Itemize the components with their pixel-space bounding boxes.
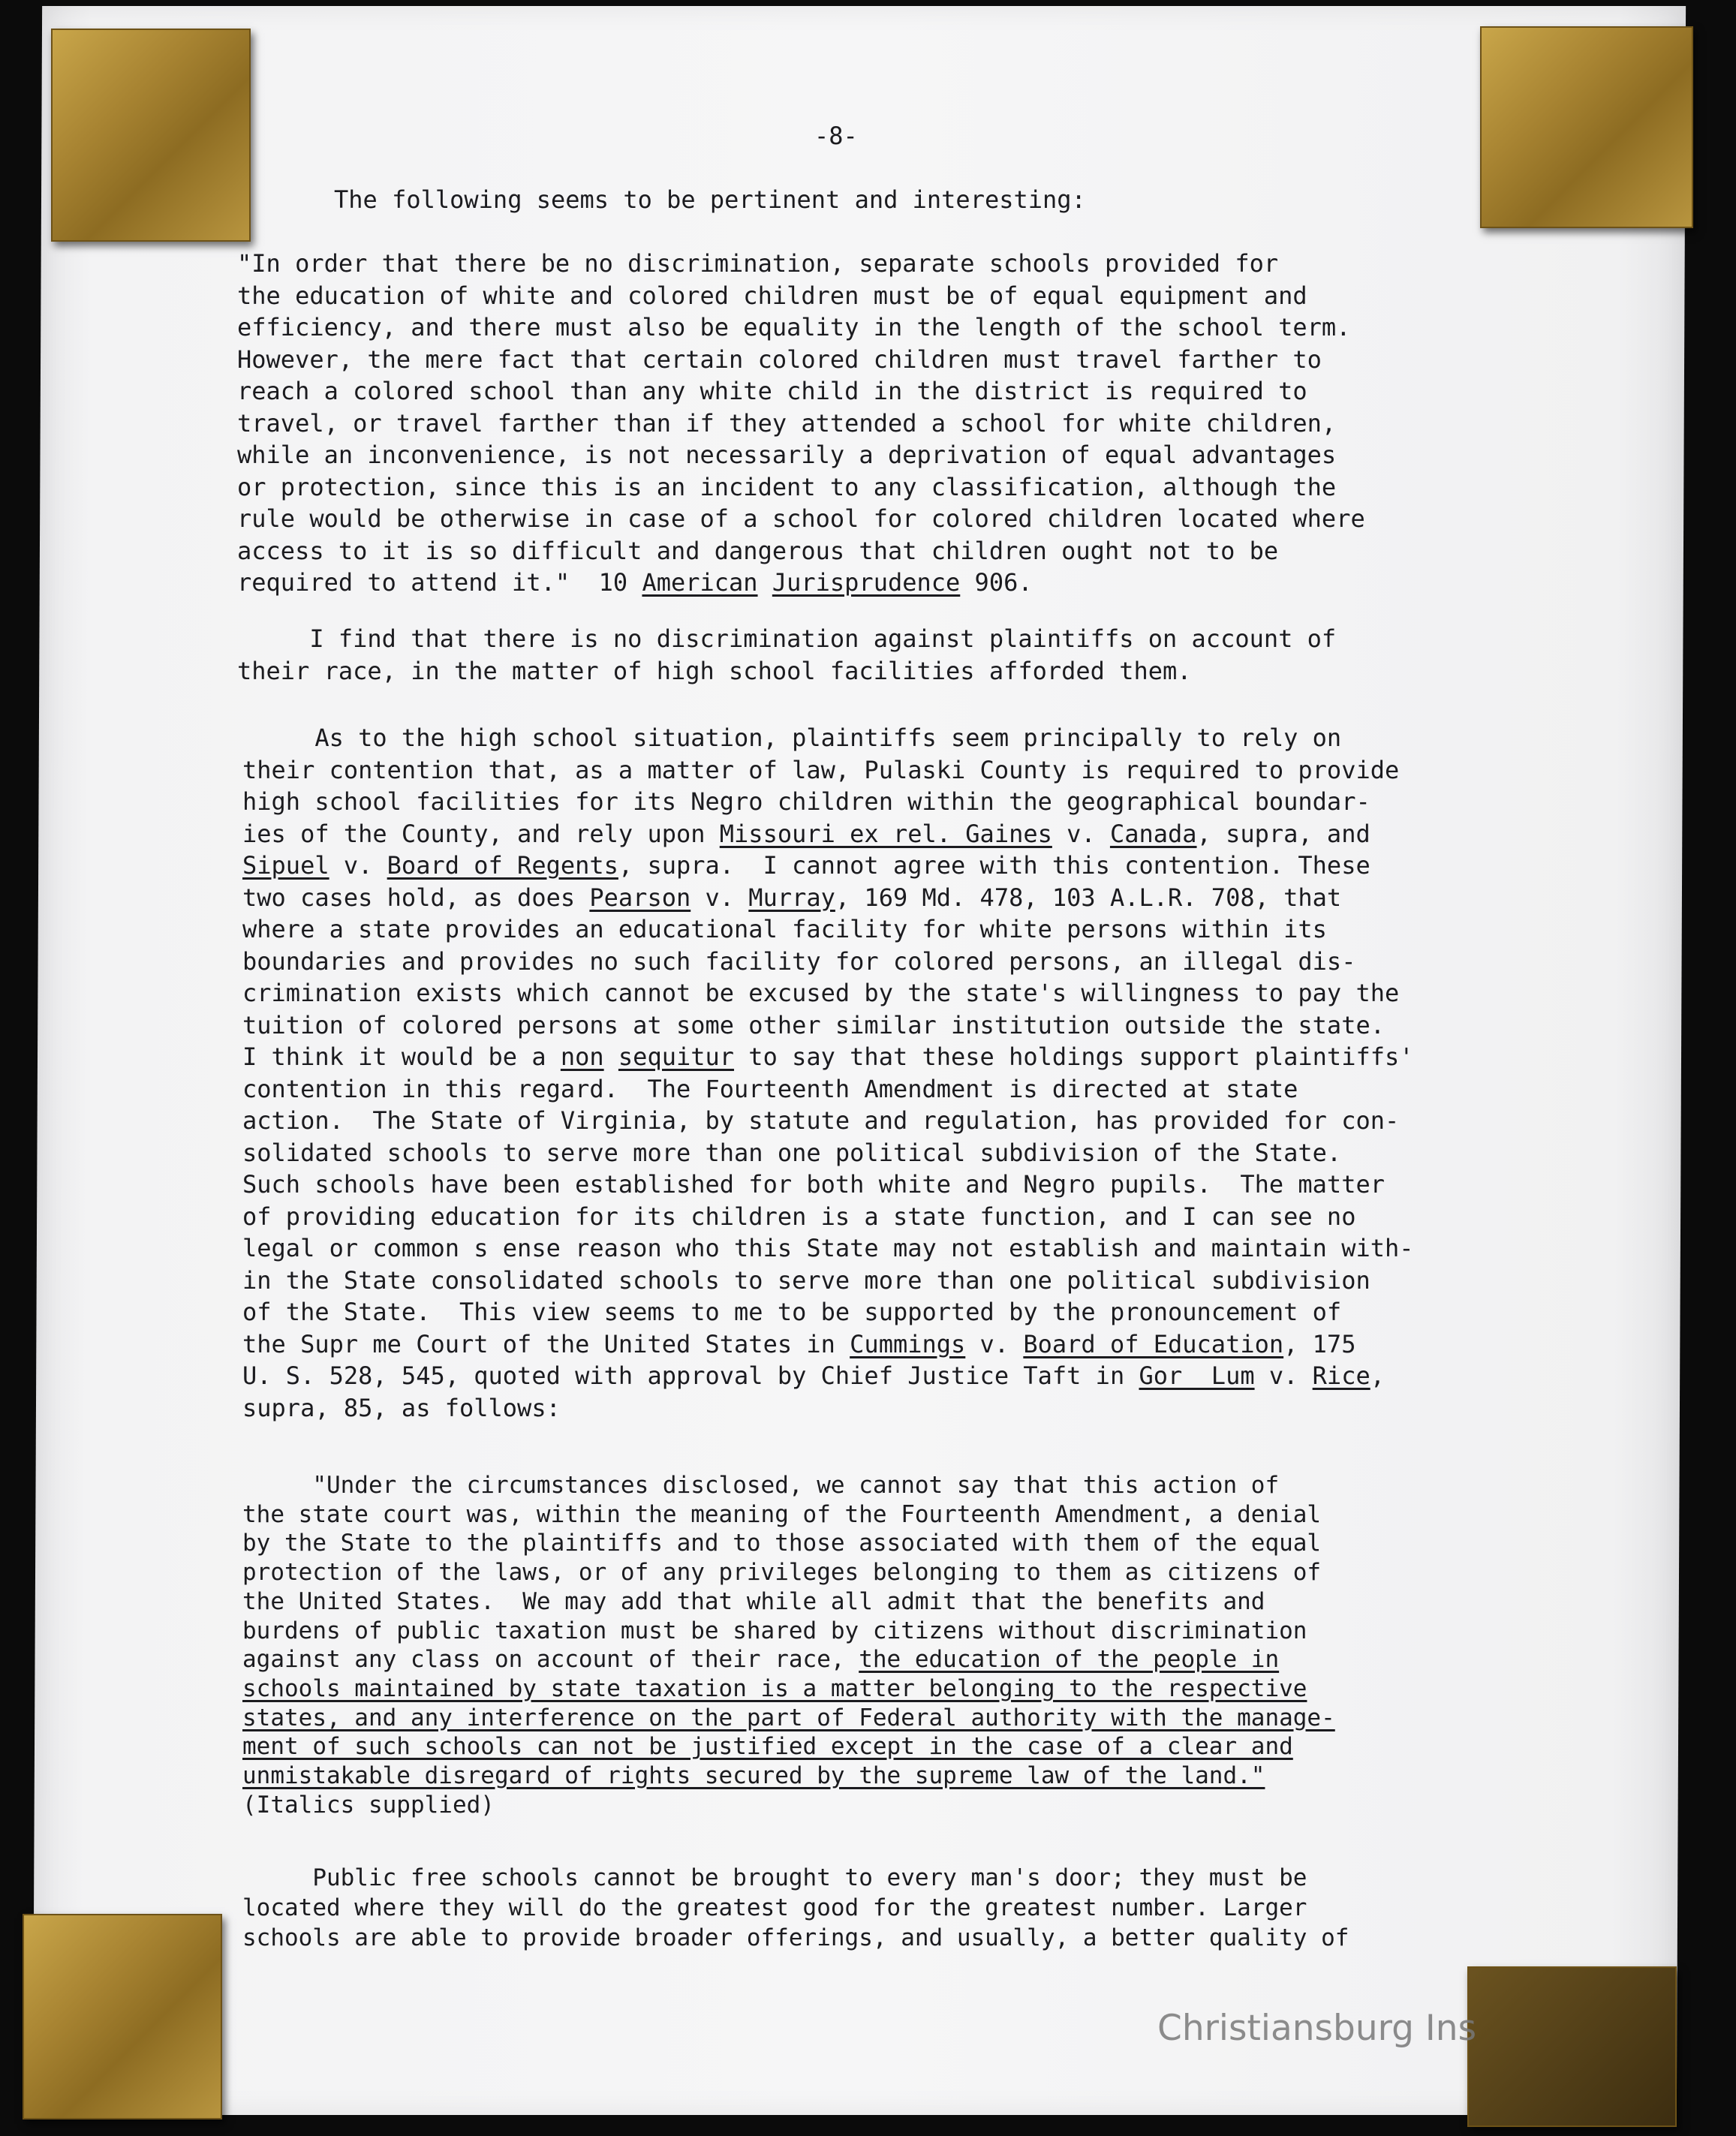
- text-line: (Italics supplied): [242, 1791, 495, 1819]
- text-line: Public free schools cannot be brought to every man's door; they must be: [242, 1864, 1307, 1891]
- text-line: The following seems to be pertinent and interesting:: [334, 185, 1086, 214]
- text-line: the education of white and colored children must be of equal equipment and: [237, 281, 1307, 310]
- text-line: travel, or travel farther than if they attended a school for white children,: [237, 408, 1337, 438]
- text-line: tuition of colored persons at some other similar institution outside the state.: [242, 1010, 1385, 1039]
- text-line: legal or common s ense reason who this State may not establish and maintain with-: [242, 1234, 1414, 1262]
- text-line: the state court was, within the meaning of the Fourteenth Amendment, a denial: [242, 1500, 1322, 1528]
- finding-paragraph: [237, 623, 1336, 687]
- text-line: two cases hold, as does Pearson v. Murray, 169 Md. 478, 103 A.L.R. 708, that: [242, 883, 1342, 912]
- text-line: Such schools have been established for both white and Negro pupils. The matter: [242, 1170, 1385, 1199]
- quote-cummings: [242, 1471, 1335, 1819]
- text-line: of the State. This view seems to me to be supported by the pronouncement of: [242, 1298, 1342, 1326]
- text-line: Sipuel v. Board of Regents, supra. I cannot agree with this contention. These: [242, 851, 1370, 880]
- text-line: ies of the County, and rely upon Missouri ex rel. Gaines v. Canada, supra, and: [242, 819, 1370, 848]
- text-line: As to the high school situation, plaintiffs seem principally to rely on: [242, 724, 1342, 752]
- text-line: the United States. We may add that while all admit that the benefits and: [242, 1587, 1265, 1615]
- text-line: schools are able to provide broader offerings, and usually, a better quality of: [242, 1924, 1349, 1951]
- intro-paragraph: [334, 184, 1086, 216]
- text-line: access to it is so difficult and dangerous that children ought not to be: [237, 536, 1279, 565]
- text-line: "In order that there be no discrimination, separate schools provided for: [237, 249, 1279, 278]
- text-line: of providing education for its children is a state function, and I can see no: [242, 1202, 1356, 1231]
- text-line: high school facilities for its Negro children within the geographical boundar-: [242, 787, 1370, 816]
- text-line: by the State to the plaintiffs and to those associated with them of the equal: [242, 1530, 1322, 1557]
- text-line: rule would be otherwise in case of a school for colored children located where: [237, 504, 1365, 533]
- text-line: the Supr me Court of the United States in Cummings v. Board of Education, 175: [242, 1329, 1356, 1358]
- text-line: "Under the circumstances disclosed, we cannot say that this action of: [242, 1472, 1280, 1499]
- text-line: unmistakable disregard of rights secured by the supreme law of the land.": [242, 1762, 1265, 1790]
- text-line: boundaries and provides no such facility for colored persons, an illegal dis-: [242, 946, 1356, 976]
- text-line: while an inconvenience, is not necessarily a deprivation of equal advantages: [237, 441, 1337, 469]
- text-line: efficiency, and there must also be equality in the length of the school term.: [237, 313, 1351, 341]
- watermark: Christiansburg Ins: [1157, 2008, 1477, 2049]
- text-line: action. The State of Virginia, by statute and regulation, has provided for con-: [242, 1106, 1400, 1135]
- text-line: where a state provides an educational facility for white persons within its: [242, 915, 1327, 943]
- text-line: located where they will do the greatest good for the greatest number. Larger: [242, 1894, 1307, 1921]
- text-line: ment of such schools can not be justified except in the case of a clear and: [242, 1733, 1293, 1761]
- text-line: U. S. 528, 545, quoted with approval by Chief Justice Taft in Gor Lum v. Rice,: [242, 1361, 1385, 1390]
- text-line: reach a colored school than any white child in the district is required to: [237, 377, 1307, 405]
- text-line: crimination exists which cannot be excused by the state's willingness to pay the: [242, 979, 1400, 1007]
- text-line: protection of the laws, or of any privileges belonging to them as citizens of: [242, 1559, 1322, 1587]
- text-line: I think it would be a non sequitur to say that these holdings support plaintiffs': [242, 1042, 1414, 1071]
- text-line: required to attend it." 10 American Jurisprudence 906.: [237, 568, 1033, 597]
- text-line: against any class on account of their race, the education of the people in: [242, 1646, 1280, 1674]
- text-line: However, the mere fact that certain colored children must travel farther to: [237, 344, 1322, 374]
- text-line: schools maintained by state taxation is a matter belonging to the respective: [242, 1674, 1307, 1702]
- text-line: their race, in the matter of high school facilities afforded them.: [237, 656, 1192, 685]
- text-line: in the State consolidated schools to serve more than one political subdivision: [242, 1265, 1370, 1295]
- page-number: -8-: [814, 122, 858, 150]
- text-line: states, and any interference on the part of Federal authority with the manage-: [242, 1704, 1335, 1731]
- quote-american-jurisprudence: [237, 248, 1365, 599]
- text-line: burdens of public taxation must be shared by citizens without discrimination: [242, 1617, 1307, 1644]
- text-line: their contention that, as a matter of law, Pulaski County is required to provide: [242, 755, 1400, 784]
- text-line: I find that there is no discrimination against plaintiffs on account of: [237, 624, 1337, 653]
- public-schools-paragraph: [242, 1863, 1349, 1953]
- text-line: solidated schools to serve more than one political subdivision of the State.: [242, 1138, 1342, 1167]
- text-line: contention in this regard. The Fourteenth Amendment is directed at state: [242, 1074, 1298, 1103]
- text-line: supra, 85, as follows:: [242, 1393, 561, 1422]
- text-line: or protection, since this is an incident to any classification, although the: [237, 472, 1337, 501]
- high-school-paragraph: [242, 722, 1414, 1424]
